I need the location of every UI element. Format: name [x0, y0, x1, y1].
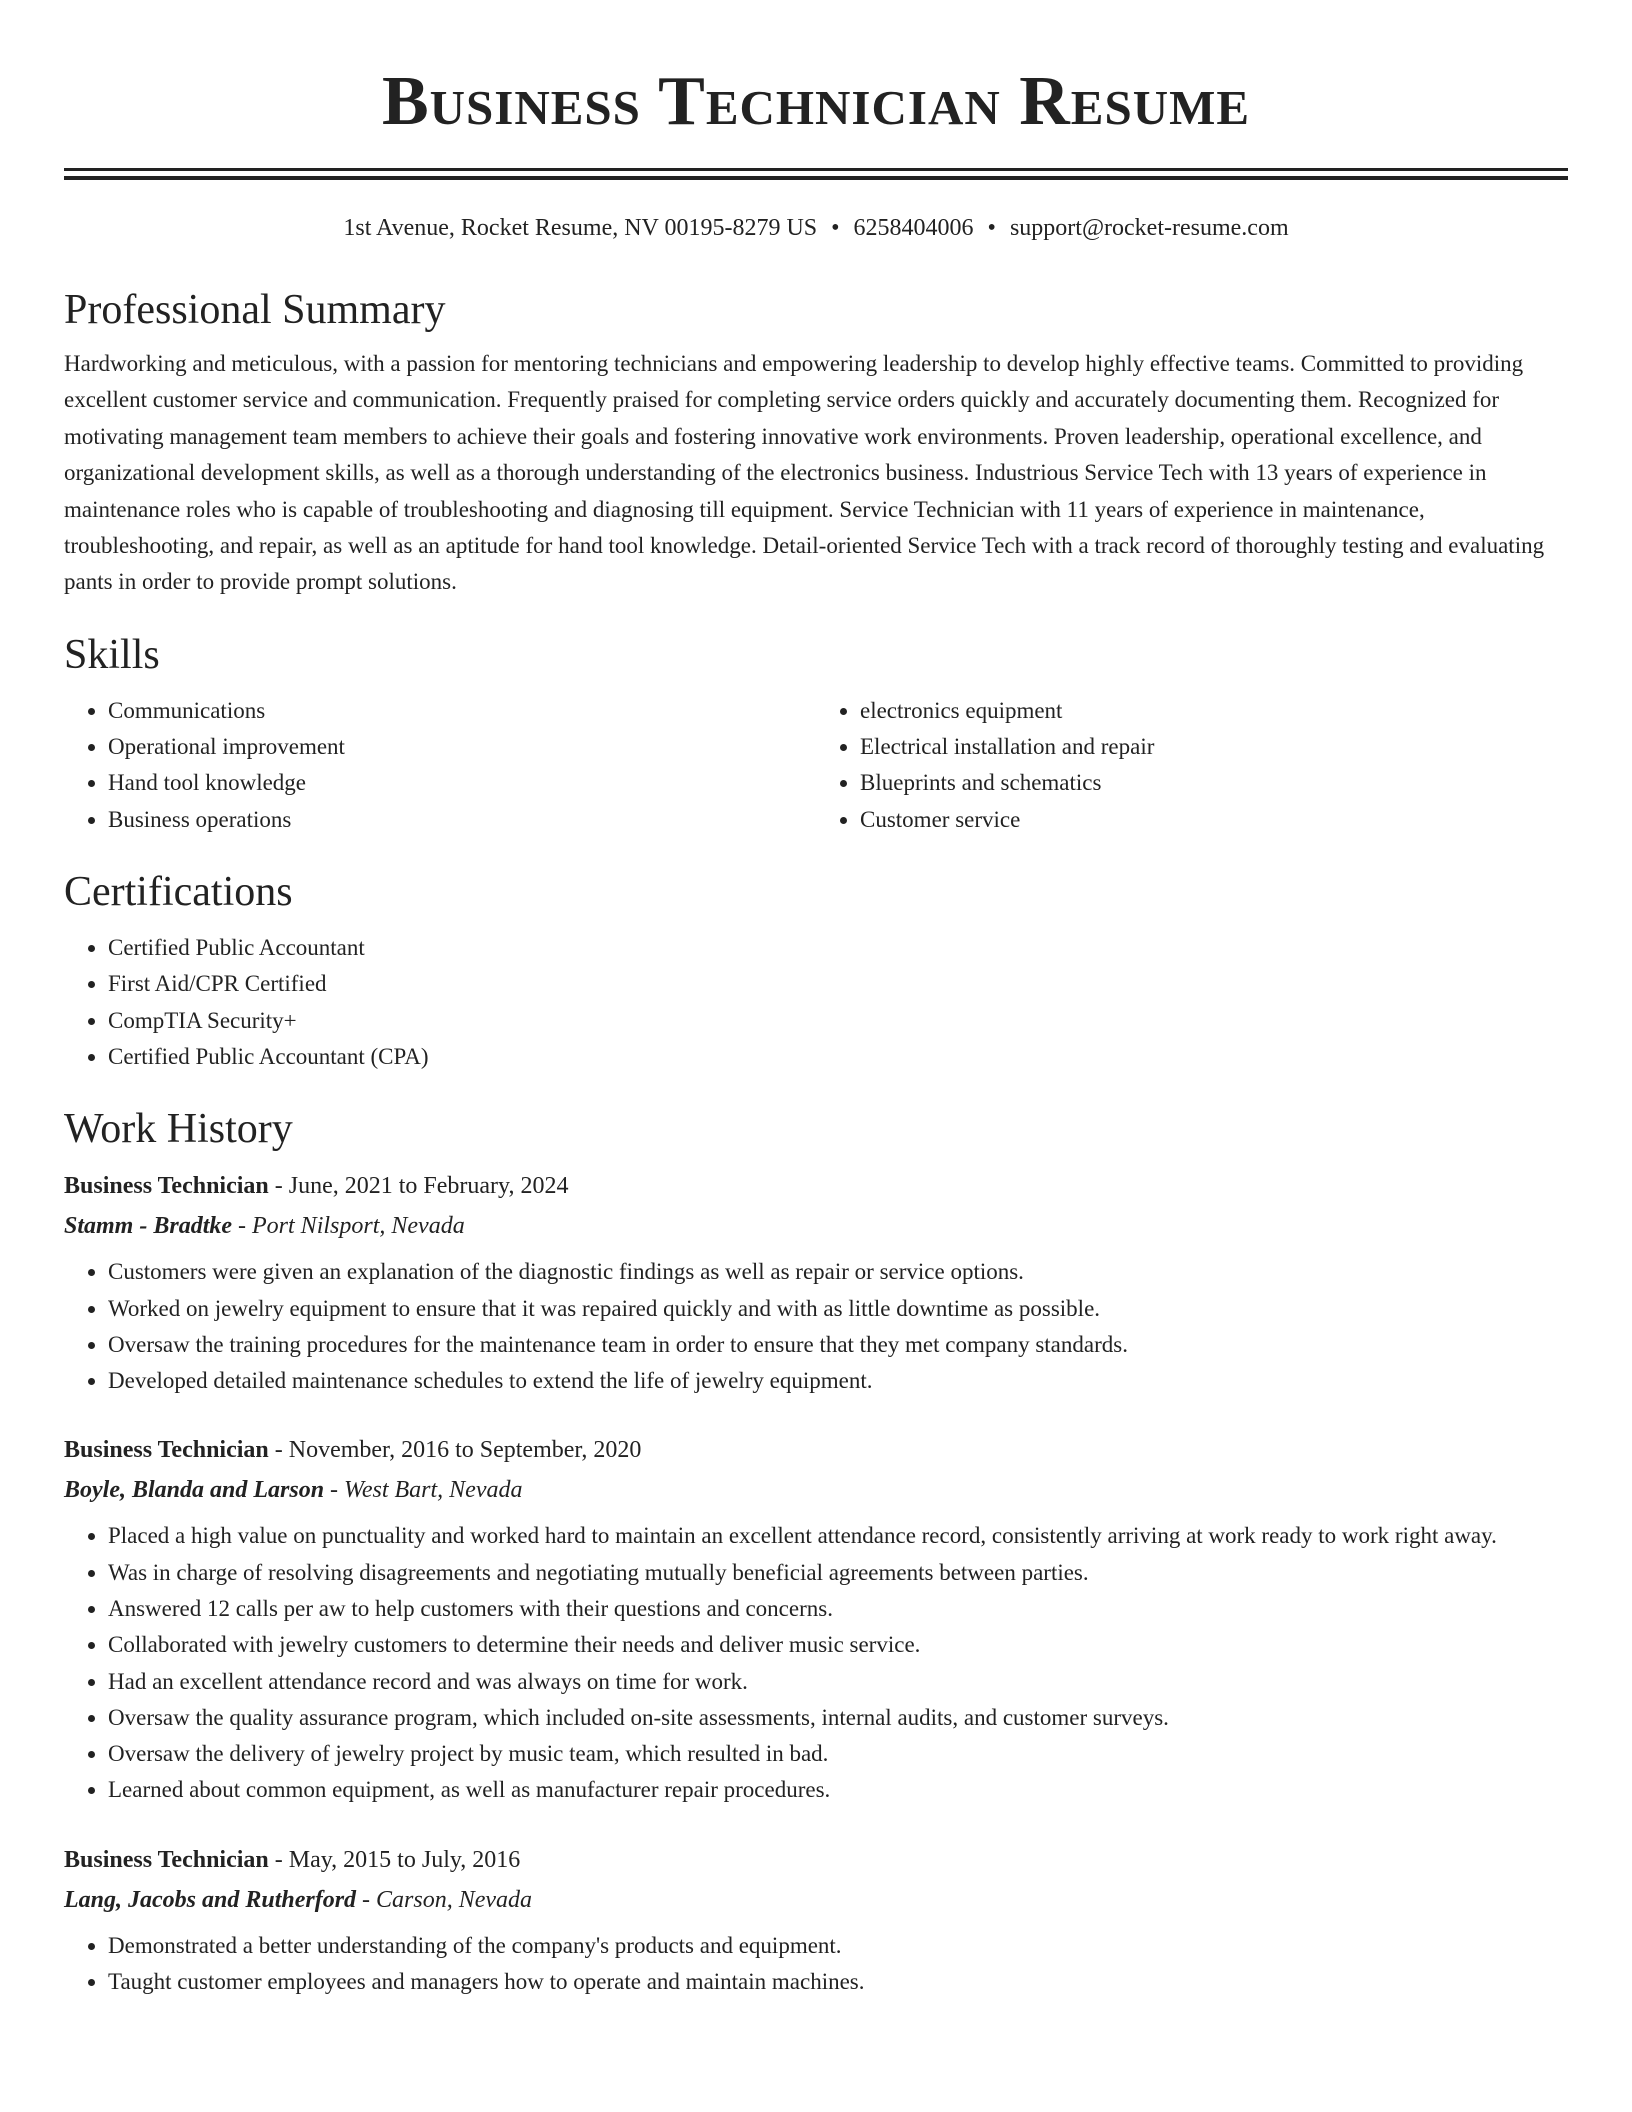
certification-item: • Certified Public Accountant (CPA) [108, 1039, 1568, 1075]
job-title-line: Business Technician - November, 2016 to September, 2020 [64, 1437, 642, 1464]
skills-columns [64, 693, 1568, 838]
job-company: Stamm - Bradtke [64, 1213, 233, 1240]
job-bullet: • Answered 12 calls per aw to help customers with their questions and concerns. [108, 1591, 1568, 1627]
job-bullet: • Demonstrated a better understanding of the company's products and equipment. [108, 1928, 1568, 1964]
job-title: Business Technician [64, 1173, 269, 1200]
job-company: Lang, Jacobs and Rutherford [64, 1886, 357, 1913]
skill-item: • Hand tool knowledge [108, 765, 816, 801]
skill-item: • Communications [108, 693, 816, 729]
certifications-list [64, 930, 1568, 1075]
skill-item: • electronics equipment [860, 693, 1568, 729]
job-bullets [64, 1518, 1568, 1808]
skill-item: • Electrical installation and repair [860, 729, 1568, 765]
work-history-heading: Work History [64, 1106, 293, 1153]
skill-item: • Blueprints and schematics [860, 765, 1568, 801]
job-bullet: • Oversaw the training procedures for the maintenance team in order to ensure that they met company standards. [108, 1327, 1568, 1363]
certifications-heading: Certifications [64, 869, 293, 916]
job-dates: June, 2021 to February, 2024 [288, 1173, 569, 1200]
job-company-line: Stamm - Bradtke - Port Nilsport, Nevada [64, 1213, 465, 1240]
certification-item: • CompTIA Security+ [108, 1003, 1568, 1039]
job-title-line: Business Technician - May, 2015 to July, 2016 [64, 1846, 521, 1873]
job-company-line: Boyle, Blanda and Larson - West Bart, Nevada [64, 1477, 523, 1504]
contact-line [64, 212, 1568, 244]
contact-address: 1st Avenue, Rocket Resume, NV 00195-8279 US [343, 215, 818, 241]
skill-item: • Customer service [860, 802, 1568, 838]
contact-separator: • [987, 215, 996, 241]
contact-separator: • [831, 215, 840, 241]
skill-item: • Operational improvement [108, 729, 816, 765]
job-bullet: • Worked on jewelry equipment to ensure that it was repaired quickly and with as little downtime as possible. [108, 1291, 1568, 1327]
job-bullet: • Oversaw the quality assurance program, which included on-site assessments, internal audits, and customer surveys. [108, 1700, 1568, 1736]
job-dates: May, 2015 to July, 2016 [288, 1846, 521, 1873]
job-location: Carson, Nevada [376, 1886, 533, 1913]
skills-list-right [816, 693, 1568, 838]
job-bullet: • Oversaw the delivery of jewelry project by music team, which resulted in bad. [108, 1736, 1568, 1772]
job-location: West Bart, Nevada [344, 1477, 523, 1504]
job-bullet: • Learned about common equipment, as well as manufacturer repair procedures. [108, 1772, 1568, 1808]
job-bullet: • Developed detailed maintenance schedules to extend the life of jewelry equipment. [108, 1363, 1568, 1399]
job-entry [64, 1431, 1568, 1808]
skills-list-left [64, 693, 816, 838]
job-bullet: • Taught customer employees and managers how to operate and maintain machines. [108, 1964, 1568, 2000]
job-bullets [64, 1254, 1568, 1399]
skill-item: • Business operations [108, 802, 816, 838]
job-title: Business Technician [64, 1846, 269, 1873]
certification-item: • First Aid/CPR Certified [108, 966, 1568, 1002]
contact-email: support@rocket-resume.com [1009, 215, 1289, 241]
job-bullet: • Collaborated with jewelry customers to determine their needs and deliver music service. [108, 1627, 1568, 1663]
job-company-line: Lang, Jacobs and Rutherford - Carson, Nevada [64, 1886, 533, 1913]
job-dates: November, 2016 to September, 2020 [288, 1437, 642, 1464]
title-divider [64, 168, 1568, 180]
job-company: Boyle, Blanda and Larson [64, 1477, 325, 1504]
job-title: Business Technician [64, 1437, 269, 1464]
job-title-line: Business Technician - June, 2021 to February, 2024 [64, 1173, 569, 1200]
resume-title: Business Technician Resume [381, 63, 1251, 140]
summary-text: Hardworking and meticulous, with a passion for mentoring technicians and empowering leadership to develop highly effective teams. Committed to providing excellent customer service and communication. Frequently praised for completing service orders quickly and accurately documenting them. Recognized for motivating management team members to achieve their goals and fostering innovative work environments. Proven leadership, operational excellence, and organizational development skills, as well as a thorough understanding of the electronics business. Industrious Service Tech with 13 years of experience in maintenance roles who is capable of troubleshooting and diagnosing till equipment. Service Technician with 11 years of experience in maintenance, troubleshooting, and repair, as well as an aptitude for hand tool knowledge. Detail-oriented Service Tech with a track record of thoroughly testing and evaluating pants in order to provide prompt solutions. [64, 351, 1545, 595]
contact-phone: 6258404006 [853, 215, 974, 241]
skills-heading: Skills [64, 631, 160, 678]
summary-heading: Professional Summary [64, 287, 446, 333]
job-bullet: • Placed a high value on punctuality and worked hard to maintain an excellent attendance record, consistently arriving at work ready to work right away. [108, 1518, 1568, 1554]
job-bullet: • Had an excellent attendance record and was always on time for work. [108, 1664, 1568, 1700]
certification-item: • Certified Public Accountant [108, 930, 1568, 966]
job-bullets [64, 1928, 1568, 2001]
job-entry [64, 1841, 1568, 2001]
job-entry [64, 1167, 1568, 1399]
job-location: Port Nilsport, Nevada [252, 1213, 465, 1240]
job-bullet: • Was in charge of resolving disagreements and negotiating mutually beneficial agreements between parties. [108, 1555, 1568, 1591]
job-bullet: • Customers were given an explanation of the diagnostic findings as well as repair or service options. [108, 1254, 1568, 1290]
